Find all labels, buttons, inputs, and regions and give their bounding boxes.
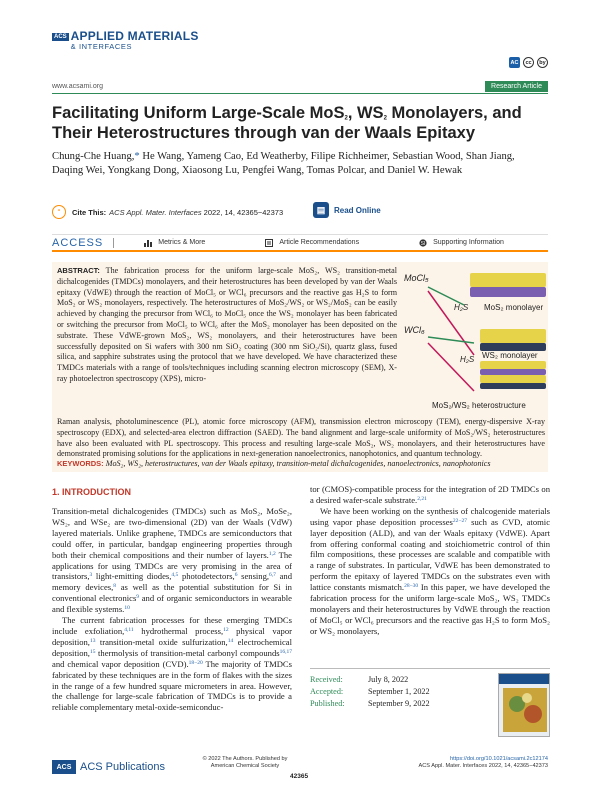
read-online-button[interactable]: ▤ Read Online (313, 202, 381, 218)
bar-chart-icon (144, 239, 152, 247)
published-label: Published: (310, 699, 345, 708)
creative-commons-icon[interactable]: cc (523, 57, 534, 68)
acs-logo-icon: ACS (52, 760, 76, 774)
abstract-paragraph-2: Raman analysis, photoluminescence (PL), atomic force microscopy (AFM), transmission electron microscopy (TEM), energy-dispersive X-ray spectroscopy (EDX), and selected-area electron diffraction (SAED). The band alignment and large-scale uniformity of MoS₂/WS₂ heterostructures have also been evaluated with PL spectroscopy. This process and resulting large-scale MoS₂, WS₂ monolayers, and their heterostructures have demonstrated promising solutions for the applications in next-generation nanoelectronics, nanophotonics, and quantum technology. (57, 417, 545, 459)
toc-mos2-label: MoS₂ monolayer (484, 303, 544, 312)
section-heading-introduction: 1. INTRODUCTION (52, 487, 132, 497)
supporting-info-link[interactable]: SI Supporting Information (420, 239, 504, 247)
cite-ref: 2022, 14, 42365−42373 (201, 207, 284, 217)
cite-label: Cite This: (72, 207, 107, 217)
ws2-layer-graphic (480, 329, 546, 351)
toc-hetero-label: MoS₂/WS₂ heterostructure (432, 401, 526, 410)
journal-name-line1: APPLIED MATERIALS (70, 29, 199, 43)
svg-text:SI: SI (420, 240, 426, 247)
left-column (52, 506, 292, 713)
publication-dates (310, 674, 430, 710)
header-divider (52, 93, 548, 94)
accepted-label: Accepted: (310, 687, 344, 696)
toc-graphic (402, 267, 548, 417)
author-list: Chung-Che Huang,* He Wang, Yameng Cao, Ed Weatherby, Filipe Richheimer, Sebastian Wood, Shan Jiang, Daqing Wei, Yongkang Dong, Xiaosong Lu, Pengfei Wang, Tomas Polcar, and Daniel W. Hewak (52, 151, 515, 176)
intro-paragraph-2-continued: tor (CMOS)-compatible process for the integration of 2D TMDCs on a desired wafer-scale substrate.$^{2,21}$ (310, 484, 550, 505)
toc-ws2-label: WS₂ monolayer (482, 351, 538, 360)
copyright-notice: © 2022 The Authors. Published by American Chemical Society (202, 756, 288, 769)
toc-mocl5-label: MoCl₅ (404, 273, 429, 283)
toc-h2s-label-1: H₂S (454, 303, 469, 312)
journal-name-line2: & INTERFACES (70, 42, 133, 51)
article-type-badge: Research Article (485, 81, 548, 92)
abstract-label: ABSTRACT: (57, 266, 100, 275)
toc-h2s-label-2: H₂S (460, 355, 475, 364)
recommendations-link[interactable]: Article Recommendations (265, 239, 359, 247)
acs-publications-logo[interactable]: ACS ACS Publications (52, 760, 165, 774)
toc-wcl6-label: WCl₆ (404, 325, 425, 335)
journal-website[interactable]: www.acsami.org (52, 83, 103, 90)
read-online-icon: ▤ (313, 202, 329, 218)
intro-paragraph-3: We have been working on the synthesis of chalcogenide materials using vapor phase deposition processes$^{22-27}$ such as CVD, atomic layer deposition (ALD), and van der Waals epitaxy (VdWE). Apart from offering conformal coating and stoichiometric control of thin film compositions, these processes are scalable and compatible with a range of substrates. In particular, VdWE has been demonstrated to perform the epitaxy of layered TMDCs on the substrates even with lattice constants mismatch.$^{28-30}$ In this paper, we have developed the fabrication process for the uniform large-scale MoS₂, WS₂ TMDCs monolayers and their heterostructures by VdWE through the reaction of MoCl₅ or WCl₆ precursors and the reactive gas H₂S to form MoS₂ or WS₂ monolayers, (310, 505, 551, 636)
published-date: September 9, 2022 (368, 699, 430, 708)
page-number: 42365 (290, 773, 309, 780)
attribution-icon[interactable]: by (537, 57, 548, 68)
open-access-icons (509, 57, 548, 68)
intro-paragraph-1: Transition-metal dichalcogenides (TMDCs) such as MoS₂, MoSe₂, WS₂, and WSe₂ are two-dimensional (2D) van der Waals (VdW) layered materials. Unlike graphene, TMDCs are semiconductors that could offer, in particular, bandgap engineering properties through both their chemical compositions and their number of layers.$^{1,2}$ The applications for using TMDCs are very promising in the area of transistors,$^3$ light-emitting diodes,$^{4,5}$ photodetectors,$^6$ sensing,$^{6,7}$ and memory devices,$^8$ as well as the potential substitution for Si in conventional electronics$^9$ and of organic semiconductors in wearable and flexible systems.$^{10}$ (52, 506, 292, 615)
keywords: KEYWORDS: MoS₂, WS₂, heterostructures, van der Waals epitaxy, transition-metal dichalcogenides, nanoelectronics, nanophotonics (57, 459, 491, 468)
cite-journal[interactable]: ACS Appl. Mater. Interfaces (109, 207, 202, 217)
corresponding-author-mark[interactable]: * (134, 151, 140, 162)
abstract-paragraph-1: ABSTRACT: The fabrication process for the uniform large-scale MoS₂, WS₂ transition-metal dichalcogenides (TMDCs) monolayers, and their heterostructures has been developed by van der Waals epitaxy (VdWE) through the reaction of MoCl₅ or WCl₆ precursors and the reactive gas H₂S to form MoS₂ or WS₂ monolayers, respectively. The heterostructures of MoS₂/WS₂ or WS₂/MoS₂ can be easily achieved by changing the precursor from WCl₆ to MoCl₅ once the WS₂ monolayer has been fabricated or switching the precursor from MoCl₅ to WCl₆ after the MoS₂ monolayer has been deposited on the substrate. These VdWE-grown MoS₂, WS₂ monolayers, and their heterostructures have been successfully deposited on Si wafers with 300 nm SiO₂ coating (300 nm SiO₂/Si), quartz glass, fused silica, and sapphire substrates using the protocol that we have developed. We have characterized these TMDCs materials with a range of tools/techniques including scanning electron microscopy (SEM), X-ray photoelectron spectroscopy (XPS), micro- (57, 266, 397, 383)
article-title: Facilitating Uniform Large-Scale MoS$_2$, $WS_2$ Monolayers, and Their Heterostructures through van der Waals Epitaxy (52, 104, 522, 142)
journal-logo[interactable] (52, 30, 199, 51)
supporting-info-icon (419, 239, 427, 247)
access-separator (113, 238, 114, 248)
dates-divider (310, 668, 550, 669)
access-label: ACCESS (52, 236, 104, 249)
doi-block (418, 756, 548, 770)
document-icon (265, 239, 273, 247)
right-column (310, 484, 550, 637)
doi-link[interactable]: https://doi.org/10.1021/acsami.2c12174 (450, 756, 548, 762)
accepted-date: September 1, 2022 (368, 687, 430, 696)
doi-citation: ACS Appl. Mater. Interfaces 2022, 14, 42365−42373 (418, 763, 548, 769)
author-choice-icon[interactable]: AC (509, 57, 520, 68)
keywords-label: KEYWORDS: (57, 459, 104, 468)
journal-cover-thumbnail[interactable] (498, 673, 550, 737)
intro-paragraph-2: The current fabrication processes for these emerging TMDCs include exfoliation,$^{4,11}$ hydrothermal process,$^{12}$ physical vapor deposition,$^{13}$ transition-metal oxide sulfurization,$^{14}$ electrochemical deposition,$^{15}$ thermolysis of transition-metal carbonyl compounds$^{16,17}$ and chemical vapor deposition (CVD).$^{18-20}$ The majority of TMDCs fabricated by these techniques are in the form of flakes with the sizes in the range of a few hundred square micrometers in area. However, the challenge for large-scale fabrication of TMDCs is to provide a reliable complementary metal-oxide-semiconduc- (52, 615, 293, 713)
received-date: July 8, 2022 (368, 675, 409, 684)
hetero-layer-graphic (480, 361, 546, 389)
quote-icon: “ (52, 205, 66, 219)
mos2-layer-graphic (470, 273, 546, 297)
metrics-link[interactable]: Metrics & More (144, 239, 205, 247)
received-label: Received: (310, 675, 343, 684)
access-bar (52, 234, 548, 252)
acs-mini-logo: ACS (54, 34, 67, 40)
